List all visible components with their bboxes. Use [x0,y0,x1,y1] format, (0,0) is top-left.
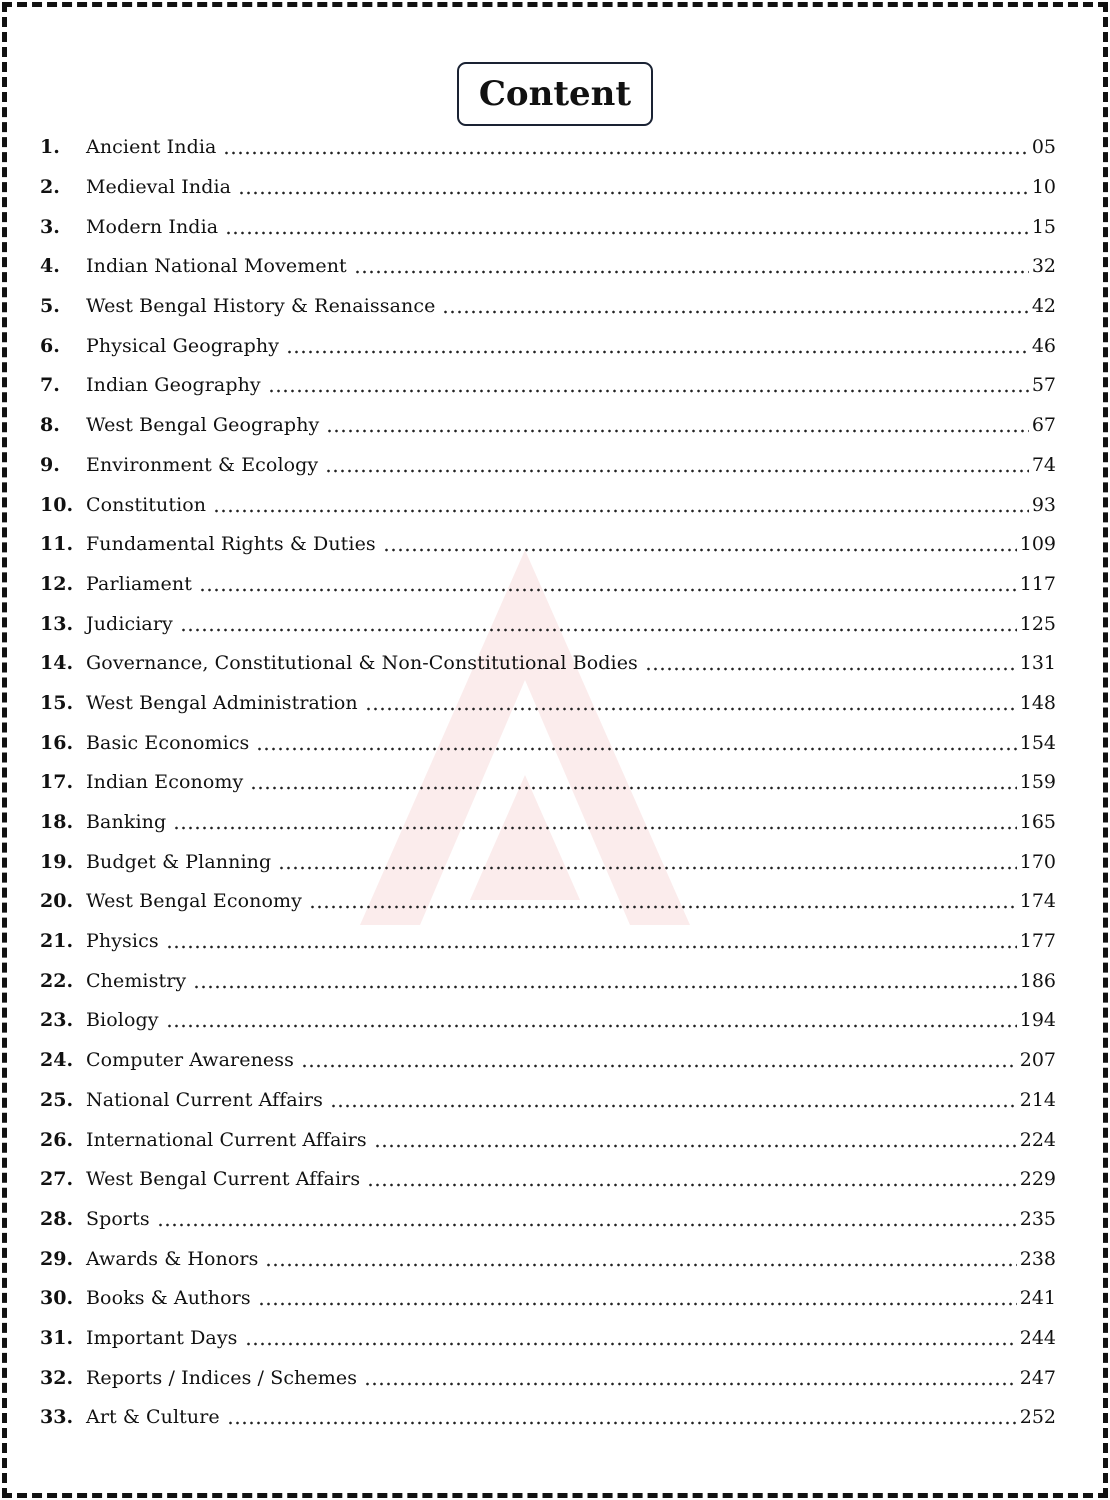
toc-entry-page: 154 [1019,731,1056,754]
toc-entry[interactable] [40,842,1056,882]
toc-entry[interactable] [40,803,1056,843]
dot-leader [365,707,1017,711]
toc-entry-page: 194 [1019,1009,1056,1032]
toc-entry[interactable] [40,1358,1056,1398]
toc-entry-number: 6. [40,334,60,357]
dot-leader [326,429,1028,433]
toc-entry-page: 10 [1031,176,1056,199]
dot-leader [442,310,1028,314]
toc-entry-page: 177 [1019,930,1056,953]
toc-entry-page: 125 [1019,612,1056,635]
toc-entry-title: West Bengal Economy [86,890,302,913]
dot-leader [309,905,1017,909]
toc-entry[interactable] [40,1398,1056,1438]
toc-entry-number: 1. [40,136,60,159]
dot-leader [268,389,1029,393]
toc-entry-number: 7. [40,374,60,397]
toc-entry[interactable] [40,644,1056,684]
toc-entry-title: Constitution [86,493,207,516]
toc-entry[interactable] [40,207,1056,247]
dot-leader [180,628,1017,632]
toc-entry-page: 32 [1031,255,1056,278]
toc-entry-number: 28. [40,1207,74,1230]
toc-entry[interactable] [40,1279,1056,1319]
toc-entry-title: Basic Economics [86,731,250,754]
toc-entry[interactable] [40,1160,1056,1200]
toc-entry[interactable] [40,1081,1056,1121]
toc-entry-page: 148 [1019,691,1056,714]
toc-entry-page: 117 [1019,572,1056,595]
toc-entry-title: Governance, Constitutional & Non-Constitutional Bodies [86,652,638,675]
dot-leader [223,151,1028,155]
toc-entry[interactable] [40,1120,1056,1160]
toc-entry-title: Fundamental Rights & Duties [86,533,376,556]
table-of-contents [40,128,1056,1438]
toc-entry-page: 238 [1019,1247,1056,1270]
toc-entry-number: 31. [40,1326,74,1349]
toc-entry-page: 241 [1019,1287,1056,1310]
toc-entry-title: Sports [86,1207,150,1230]
toc-entry[interactable] [40,723,1056,763]
dot-leader [364,1382,1017,1386]
toc-entry-number: 3. [40,215,60,238]
toc-entry-page: 224 [1019,1128,1056,1151]
toc-entry-page: 109 [1019,533,1056,556]
toc-entry-page: 174 [1019,890,1056,913]
toc-entry[interactable] [40,287,1056,327]
toc-entry-page: 170 [1019,850,1056,873]
toc-entry-title: Important Days [86,1326,238,1349]
page-title: Content [457,62,653,126]
toc-entry-page: 235 [1019,1207,1056,1230]
toc-entry-page: 159 [1019,771,1056,794]
dot-leader [256,747,1016,751]
toc-entry-title: Ancient India [86,136,217,159]
dot-leader [225,231,1029,235]
dot-leader [278,866,1017,870]
toc-entry-title: West Bengal Current Affairs [86,1168,361,1191]
toc-entry-title: Indian National Movement [86,255,347,278]
toc-entry-number: 10. [40,493,74,516]
toc-entry-page: 93 [1031,493,1056,516]
toc-entry-title: Reports / Indices / Schemes [86,1366,358,1389]
toc-entry[interactable] [40,1239,1056,1279]
toc-entry[interactable] [40,1200,1056,1240]
dot-leader [173,826,1017,830]
toc-entry-number: 13. [40,612,74,635]
dot-leader [301,1064,1017,1068]
toc-entry-number: 25. [40,1088,74,1111]
toc-entry-page: 186 [1019,969,1056,992]
toc-entry-title: Indian Geography [86,374,261,397]
toc-entry[interactable] [40,168,1056,208]
toc-entry-number: 4. [40,255,60,278]
toc-entry-title: West Bengal History & Renaissance [86,295,436,318]
toc-entry-number: 29. [40,1247,74,1270]
toc-entry-number: 24. [40,1049,74,1072]
toc-entry[interactable] [40,1319,1056,1359]
dot-leader [238,191,1029,195]
toc-entry-title: West Bengal Geography [86,414,320,437]
toc-entry-number: 9. [40,453,60,476]
toc-entry-number: 12. [40,572,74,595]
toc-entry-page: 67 [1031,414,1056,437]
toc-entry-page: 74 [1031,453,1056,476]
toc-entry[interactable] [40,604,1056,644]
toc-entry-page: 42 [1031,295,1056,318]
toc-entry-number: 8. [40,414,60,437]
toc-entry-title: Judiciary [86,612,173,635]
toc-entry-page: 247 [1019,1366,1056,1389]
toc-entry[interactable] [40,922,1056,962]
toc-entry-number: 15. [40,691,74,714]
toc-entry-title: International Current Affairs [86,1128,367,1151]
dot-leader [250,786,1016,790]
dot-leader [325,469,1029,473]
toc-entry-number: 33. [40,1406,74,1429]
toc-entry-number: 2. [40,176,60,199]
toc-entry-title: Physical Geography [86,334,280,357]
toc-entry-number: 14. [40,652,74,675]
dot-leader [258,1302,1017,1306]
toc-entry-page: 05 [1031,136,1056,159]
toc-entry-page: 207 [1019,1049,1056,1072]
toc-entry[interactable] [40,326,1056,366]
toc-entry-page: 57 [1031,374,1056,397]
toc-entry-page: 214 [1019,1088,1056,1111]
toc-entry-title: Medieval India [86,176,232,199]
toc-entry-number: 22. [40,969,74,992]
toc-entry-number: 21. [40,930,74,953]
dot-leader [245,1342,1017,1346]
dot-leader [367,1183,1017,1187]
dot-leader [645,667,1017,671]
toc-entry-number: 18. [40,811,74,834]
toc-entry-number: 5. [40,295,60,318]
dot-leader [157,1223,1017,1227]
toc-entry-number: 16. [40,731,74,754]
toc-entry-title: Physics [86,930,159,953]
toc-entry-number: 17. [40,771,74,794]
toc-entry-title: Chemistry [86,969,187,992]
toc-entry[interactable] [40,684,1056,724]
toc-entry-title: Environment & Ecology [86,453,319,476]
toc-entry[interactable] [40,961,1056,1001]
toc-entry[interactable] [40,406,1056,446]
toc-entry-title: Awards & Honors [86,1247,259,1270]
toc-entry-number: 27. [40,1168,74,1191]
toc-entry-page: 165 [1019,811,1056,834]
dot-leader [166,945,1017,949]
toc-entry[interactable] [40,1001,1056,1041]
toc-entry-number: 23. [40,1009,74,1032]
toc-entry-title: National Current Affairs [86,1088,323,1111]
dot-leader [193,985,1017,989]
dot-leader [286,350,1029,354]
dot-leader [374,1144,1017,1148]
dot-leader [227,1421,1017,1425]
toc-entry-title: Parliament [86,572,192,595]
toc-entry-title: Biology [86,1009,159,1032]
toc-entry[interactable] [40,247,1056,287]
toc-entry[interactable] [40,525,1056,565]
toc-entry-number: 20. [40,890,74,913]
toc-entry-number: 32. [40,1366,74,1389]
toc-entry-page: 244 [1019,1326,1056,1349]
dot-leader [354,270,1029,274]
dot-leader [213,509,1029,513]
toc-entry-page: 46 [1031,334,1056,357]
toc-entry-page: 252 [1019,1406,1056,1429]
dot-leader [265,1263,1016,1267]
toc-entry-title: Books & Authors [86,1287,251,1310]
toc-entry-title: West Bengal Administration [86,691,358,714]
toc-entry[interactable] [40,128,1056,168]
toc-entry[interactable] [40,882,1056,922]
toc-entry[interactable] [40,1041,1056,1081]
dot-leader [383,548,1017,552]
toc-entry[interactable] [40,565,1056,605]
toc-entry-number: 26. [40,1128,74,1151]
toc-entry-title: Modern India [86,215,219,238]
toc-entry[interactable] [40,763,1056,803]
toc-entry-title: Computer Awareness [86,1049,294,1072]
toc-entry-number: 19. [40,850,74,873]
toc-entry[interactable] [40,366,1056,406]
toc-entry-title: Banking [86,811,167,834]
toc-entry-title: Art & Culture [86,1406,220,1429]
toc-entry-number: 30. [40,1287,74,1310]
toc-entry[interactable] [40,446,1056,486]
toc-entry-number: 11. [40,533,74,556]
dot-leader [199,588,1017,592]
toc-entry-page: 131 [1019,652,1056,675]
toc-entry-page: 229 [1019,1168,1056,1191]
dot-leader [330,1104,1017,1108]
toc-entry-title: Indian Economy [86,771,244,794]
toc-entry[interactable] [40,485,1056,525]
dot-leader [166,1024,1017,1028]
toc-entry-title: Budget & Planning [86,850,272,873]
toc-entry-page: 15 [1031,215,1056,238]
